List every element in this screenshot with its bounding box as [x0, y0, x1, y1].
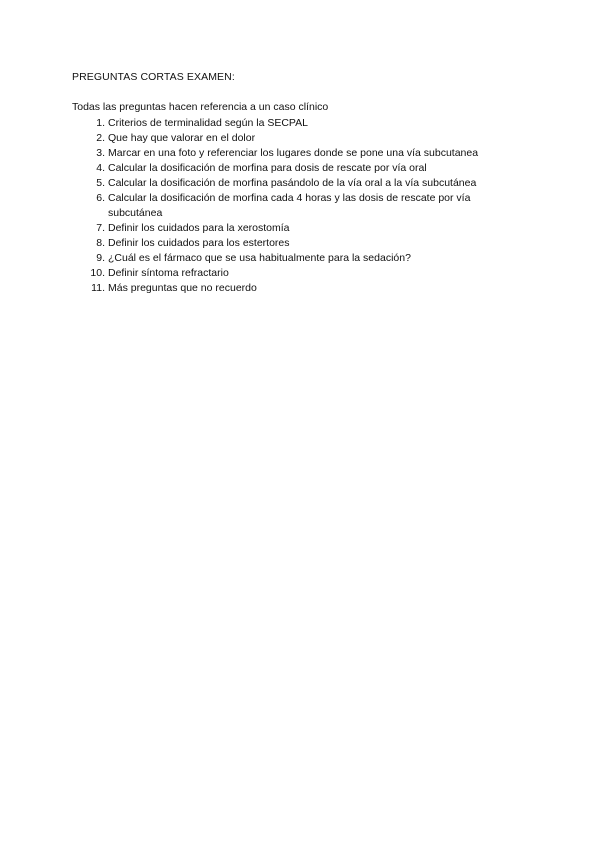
page-title: PREGUNTAS CORTAS EXAMEN: [72, 71, 235, 83]
question-item [0, 281, 600, 296]
question-item [0, 251, 600, 266]
question-number: 9. [96, 252, 105, 264]
question-item [0, 176, 600, 191]
question-list [0, 116, 600, 296]
question-text: Definir los cuidados para los estertores [108, 237, 290, 249]
question-number: 1. [96, 117, 105, 129]
question-item [0, 161, 600, 176]
question-text: Criterios de terminalidad según la SECPAL [108, 117, 308, 129]
question-number: 2. [96, 132, 105, 144]
question-text: Calcular la dosificación de morfina pasándolo de la vía oral a la vía subcutánea [108, 177, 477, 189]
question-item [0, 191, 600, 221]
question-text: Definir síntoma refractario [108, 267, 229, 279]
question-item [0, 236, 600, 251]
question-text: Calcular la dosificación de morfina cada 4 horas y las dosis de rescate por vía subcutánea [108, 192, 471, 219]
question-item [0, 221, 600, 236]
question-text: Que hay que valorar en el dolor [108, 132, 256, 144]
question-text: ¿Cuál es el fármaco que se usa habitualmente para la sedación? [108, 252, 411, 264]
question-text: Más preguntas que no recuerdo [108, 282, 257, 294]
question-text: Calcular la dosificación de morfina para dosis de rescate por vía oral [108, 162, 427, 174]
question-item [0, 146, 600, 161]
question-item [0, 131, 600, 146]
question-number: 7. [96, 222, 105, 234]
question-number: 5. [96, 177, 105, 189]
question-number: 3. [96, 147, 105, 159]
question-number: 11. [91, 282, 105, 294]
intro-text: Todas las preguntas hacen referencia a un caso clínico [72, 101, 329, 113]
question-item [0, 116, 600, 131]
question-number: 10. [90, 267, 105, 279]
question-number: 8. [96, 237, 105, 249]
question-number: 4. [96, 162, 105, 174]
question-text: Marcar en una foto y referenciar los lugares donde se pone una vía subcutanea [108, 147, 479, 159]
question-text: Definir los cuidados para la xerostomía [108, 222, 290, 234]
question-number: 6. [96, 192, 105, 204]
question-item [0, 266, 600, 281]
